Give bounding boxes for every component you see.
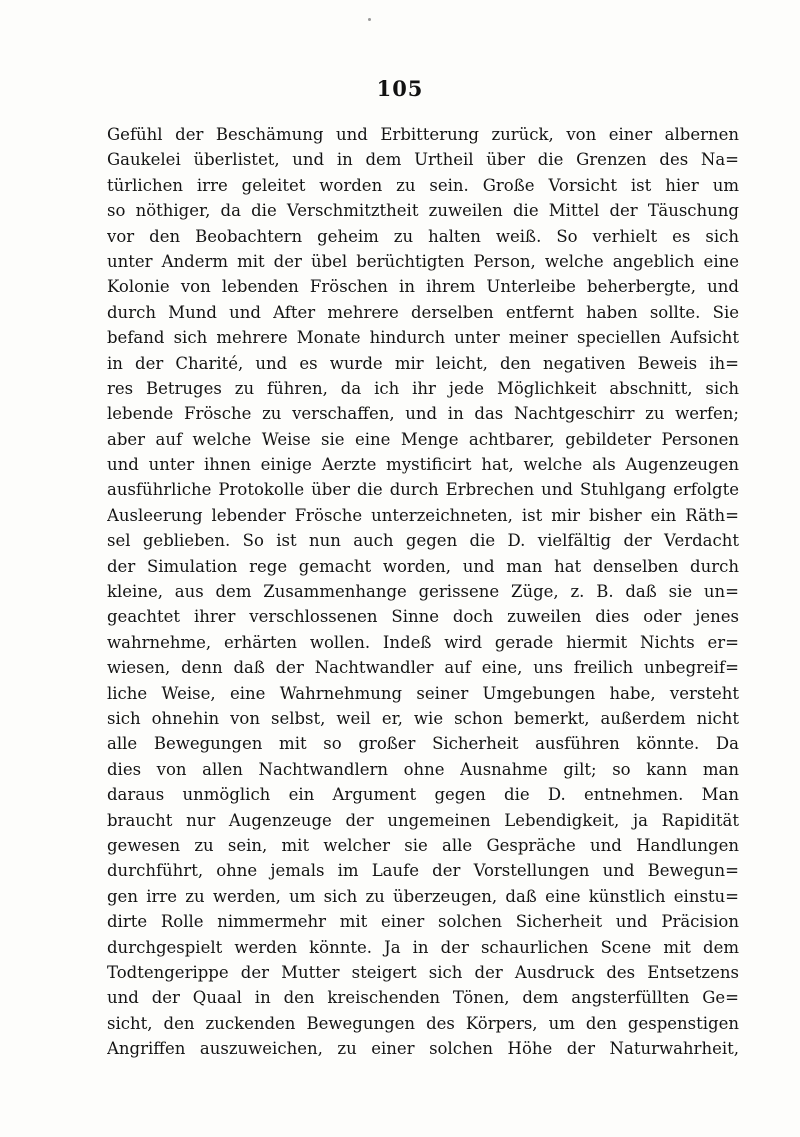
text-line: sich ohnehin von selbst, weil er, wie schon bemerkt, außerdem nicht — [107, 708, 739, 728]
text-line: liche Weise, eine Wahrnehmung seiner Umgebungen habe, versteht — [107, 683, 739, 703]
text-line: durch Mund und After mehrere derselben entfernt haben sollte. Sie — [107, 302, 739, 322]
text-line: geachtet ihrer verschlossenen Sinne doch zuweilen dies oder jenes — [107, 607, 739, 627]
text-line: dies von allen Nachtwandlern ohne Ausnahme gilt; so kann man — [107, 759, 739, 779]
text-line: ausführliche Protokolle über die durch Erbrechen und Stuhlgang erfolgte — [107, 480, 739, 500]
text-line: alle Bewegungen mit so großer Sicherheit ausführen könnte. Da — [107, 734, 739, 754]
text-line: Gefühl der Beschämung und Erbitterung zurück, von einer albernen — [107, 125, 739, 144]
text-line: der Simulation rege gemacht worden, und man hat denselben durch — [107, 556, 739, 576]
text-line: und unter ihnen einige Aerzte mystificirt hat, welche als Augenzeugen — [107, 455, 739, 475]
text-line: sicht, den zuckenden Bewegungen des Körpers, um den gespenstigen — [107, 1013, 739, 1033]
text-line: kleine, aus dem Zusammenhange gerissene Züge, z. B. daß sie un= — [107, 582, 739, 602]
text-line: aber auf welche Weise sie eine Menge achtbarer, gebildeter Personen — [107, 429, 739, 449]
text-line: res Betruges zu führen, da ich ihr jede Möglichkeit abschnitt, sich — [107, 378, 739, 398]
text-line: Ausleerung lebender Frösche unterzeichneten, ist mir bisher ein Räth= — [107, 505, 739, 525]
text-line: daraus unmöglich ein Argument gegen die D. entnehmen. Man — [107, 785, 739, 805]
text-line: wahrnehme, erhärten wollen. Indeß wird gerade hiermit Nichts er= — [107, 632, 739, 652]
text-line: Todtengerippe der Mutter steigert sich der Ausdruck des Entsetzens — [107, 962, 739, 982]
text-line: gen irre zu werden, um sich zu überzeugen, daß eine künstlich einstu= — [107, 886, 739, 906]
text-line: durchführt, ohne jemals im Laufe der Vorstellungen und Bewegun= — [107, 861, 739, 881]
text-line: in der Charité, und es wurde mir leicht, den negativen Beweis ih= — [107, 353, 739, 373]
text-line: Angriffen auszuweichen, zu einer solchen Höhe der Naturwahrheit, — [107, 1039, 739, 1059]
text-line: Gaukelei überlistet, und in dem Urtheil über die Grenzen des Na= — [107, 150, 739, 170]
text-line: so nöthiger, da die Verschmitztheit zuweilen die Mittel der Täuschung — [107, 201, 739, 221]
page-number: 105 — [376, 76, 424, 101]
text-line: und der Quaal in den kreischenden Tönen, dem angsterfüllten Ge= — [107, 988, 739, 1008]
text-line: vor den Beobachtern geheim zu halten weiß. So verhielt es sich — [107, 226, 739, 246]
text-line: wiesen, denn daß der Nachtwandler auf eine, uns freilich unbegreif= — [107, 658, 739, 678]
text-line: türlichen irre geleitet worden zu sein. Große Vorsicht ist hier um — [107, 175, 739, 195]
text-line: unter Anderm mit der übel berüchtigten Person, welche angeblich eine — [107, 251, 739, 271]
text-line: durchgespielt werden könnte. Ja in der schaurlichen Scene mit dem — [107, 937, 739, 957]
body-text — [107, 122, 739, 1061]
text-line: lebende Frösche zu verschaffen, und in das Nachtgeschirr zu werfen; — [107, 404, 739, 424]
text-line: braucht nur Augenzeuge der ungemeinen Lebendigkeit, ja Rapidität — [107, 810, 739, 830]
text-line: gewesen zu sein, mit welcher sie alle Gespräche und Handlungen — [107, 835, 739, 855]
text-line: befand sich mehrere Monate hindurch unter meiner speciellen Aufsicht — [107, 328, 739, 348]
text-line: dirte Rolle nimmermehr mit einer solchen Sicherheit und Präcision — [107, 912, 739, 932]
text-line: Kolonie von lebenden Fröschen in ihrem Unterleibe beherbergte, und — [107, 277, 739, 297]
text-line: sel geblieben. So ist nun auch gegen die D. vielfältig der Verdacht — [107, 531, 739, 551]
print-speck — [368, 18, 371, 21]
